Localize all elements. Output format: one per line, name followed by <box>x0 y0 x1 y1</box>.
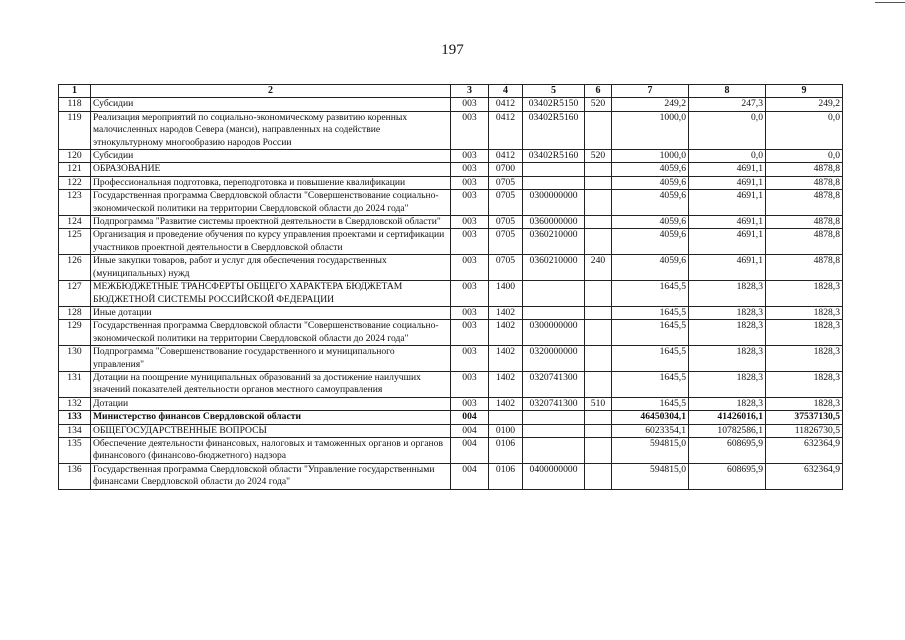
code-target <box>523 424 585 437</box>
code-ministry: 003 <box>451 229 489 255</box>
row-name: ОБРАЗОВАНИЕ <box>91 163 451 176</box>
row-name: Государственная программа Свердловской области "Совершенствование социально-экономической политики на территории Свердловской области до 2024 года" <box>91 190 451 216</box>
code-target: 0360000000 <box>523 216 585 229</box>
code-section: 0106 <box>489 463 523 489</box>
code-expense-type <box>585 229 612 255</box>
code-section: 0705 <box>489 229 523 255</box>
code-expense-type: 520 <box>585 98 612 111</box>
code-section <box>489 411 523 424</box>
amount-col7: 4059,6 <box>612 216 689 229</box>
code-expense-type <box>585 371 612 397</box>
table-row <box>59 176 843 189</box>
code-section: 0412 <box>489 98 523 111</box>
amount-col7: 4059,6 <box>612 255 689 281</box>
amount-col9: 1828,3 <box>766 397 843 410</box>
amount-col7: 1000,0 <box>612 111 689 149</box>
amount-col7: 4059,6 <box>612 229 689 255</box>
code-target: 0360210000 <box>523 255 585 281</box>
code-expense-type: 510 <box>585 397 612 410</box>
code-section: 0106 <box>489 437 523 463</box>
table-row <box>59 190 843 216</box>
code-ministry: 004 <box>451 437 489 463</box>
header-cell: 5 <box>523 85 585 98</box>
code-section: 0412 <box>489 111 523 149</box>
row-name: МЕЖБЮДЖЕТНЫЕ ТРАНСФЕРТЫ ОБЩЕГО ХАРАКТЕРА БЮДЖЕТАМ БЮДЖЕТНОЙ СИСТЕМЫ РОССИЙСКОЙ ФЕДЕРАЦИИ <box>91 281 451 307</box>
row-number: 136 <box>59 463 91 489</box>
code-ministry: 004 <box>451 424 489 437</box>
row-number: 128 <box>59 306 91 319</box>
code-target: 03402R5160 <box>523 150 585 163</box>
row-number: 120 <box>59 150 91 163</box>
amount-col8: 4691,1 <box>689 216 766 229</box>
amount-col8: 247,3 <box>689 98 766 111</box>
amount-col9: 4878,8 <box>766 190 843 216</box>
amount-col7: 1000,0 <box>612 150 689 163</box>
code-expense-type <box>585 111 612 149</box>
row-number: 119 <box>59 111 91 149</box>
row-name: Профессиональная подготовка, переподготовка и повышение квалификации <box>91 176 451 189</box>
amount-col8: 1828,3 <box>689 397 766 410</box>
code-target: 0300000000 <box>523 190 585 216</box>
amount-col9: 37537130,5 <box>766 411 843 424</box>
row-name: Государственная программа Свердловской области "Управление государственными финансами Свердловской области до 2024 года" <box>91 463 451 489</box>
code-expense-type <box>585 216 612 229</box>
code-target <box>523 176 585 189</box>
code-ministry: 003 <box>451 150 489 163</box>
table-row <box>59 229 843 255</box>
amount-col8: 4691,1 <box>689 229 766 255</box>
code-expense-type <box>585 320 612 346</box>
amount-col8: 4691,1 <box>689 163 766 176</box>
row-number: 125 <box>59 229 91 255</box>
table-row <box>59 98 843 111</box>
code-target <box>523 281 585 307</box>
amount-col7: 4059,6 <box>612 190 689 216</box>
code-section: 1402 <box>489 397 523 410</box>
code-expense-type <box>585 281 612 307</box>
amount-col8: 4691,1 <box>689 176 766 189</box>
row-number: 127 <box>59 281 91 307</box>
code-expense-type <box>585 346 612 372</box>
table-row <box>59 320 843 346</box>
table-row <box>59 255 843 281</box>
amount-col7: 4059,6 <box>612 163 689 176</box>
header-row <box>59 85 843 98</box>
amount-col8: 1828,3 <box>689 346 766 372</box>
code-target: 0300000000 <box>523 320 585 346</box>
amount-col9: 4878,8 <box>766 229 843 255</box>
code-section: 0705 <box>489 255 523 281</box>
amount-col7: 46450304,1 <box>612 411 689 424</box>
row-name: Обеспечение деятельности финансовых, налоговых и таможенных органов и органов финансового (финансово-бюджетного) надзора <box>91 437 451 463</box>
code-ministry: 003 <box>451 176 489 189</box>
code-target <box>523 306 585 319</box>
amount-col9: 4878,8 <box>766 163 843 176</box>
code-target: 0320000000 <box>523 346 585 372</box>
code-target: 03402R5160 <box>523 111 585 149</box>
row-number: 131 <box>59 371 91 397</box>
code-ministry: 003 <box>451 111 489 149</box>
amount-col8: 1828,3 <box>689 306 766 319</box>
header-cell: 6 <box>585 85 612 98</box>
amount-col7: 6023354,1 <box>612 424 689 437</box>
row-name: ОБЩЕГОСУДАРСТВЕННЫЕ ВОПРОСЫ <box>91 424 451 437</box>
amount-col8: 0,0 <box>689 150 766 163</box>
amount-col7: 1645,5 <box>612 281 689 307</box>
code-section: 1402 <box>489 346 523 372</box>
table-row <box>59 411 843 424</box>
row-number: 134 <box>59 424 91 437</box>
header-cell: 3 <box>451 85 489 98</box>
amount-col8: 4691,1 <box>689 190 766 216</box>
amount-col9: 0,0 <box>766 111 843 149</box>
header-cell: 2 <box>91 85 451 98</box>
amount-col8: 1828,3 <box>689 281 766 307</box>
amount-col7: 1645,5 <box>612 320 689 346</box>
code-section: 0412 <box>489 150 523 163</box>
code-target <box>523 411 585 424</box>
code-ministry: 003 <box>451 397 489 410</box>
code-expense-type: 240 <box>585 255 612 281</box>
header-cell: 8 <box>689 85 766 98</box>
amount-col8: 608695,9 <box>689 463 766 489</box>
corner-mark <box>875 2 905 3</box>
row-name: Иные дотации <box>91 306 451 319</box>
table-row <box>59 306 843 319</box>
amount-col7: 249,2 <box>612 98 689 111</box>
amount-col7: 594815,0 <box>612 463 689 489</box>
code-ministry: 003 <box>451 306 489 319</box>
code-section: 1400 <box>489 281 523 307</box>
amount-col9: 632364,9 <box>766 437 843 463</box>
header-cell: 7 <box>612 85 689 98</box>
amount-col8: 10782586,1 <box>689 424 766 437</box>
row-number: 121 <box>59 163 91 176</box>
table-row <box>59 437 843 463</box>
row-name: Подпрограмма "Совершенствование государственного и муниципального управления" <box>91 346 451 372</box>
amount-col9: 4878,8 <box>766 216 843 229</box>
code-target <box>523 437 585 463</box>
row-number: 123 <box>59 190 91 216</box>
row-name: Подпрограмма "Развитие системы проектной деятельности в Свердловской области" <box>91 216 451 229</box>
amount-col8: 41426016,1 <box>689 411 766 424</box>
amount-col8: 0,0 <box>689 111 766 149</box>
code-ministry: 003 <box>451 190 489 216</box>
table-row <box>59 424 843 437</box>
amount-col7: 1645,5 <box>612 346 689 372</box>
code-ministry: 003 <box>451 216 489 229</box>
code-ministry: 003 <box>451 371 489 397</box>
code-expense-type <box>585 190 612 216</box>
amount-col9: 0,0 <box>766 150 843 163</box>
row-name: Реализация мероприятий по социально-экономическому развитию коренных малочисленных народов Севера (манси), направленных на содействие этнокультурному многообразию народов России <box>91 111 451 149</box>
row-number: 118 <box>59 98 91 111</box>
code-target: 0400000000 <box>523 463 585 489</box>
table-row <box>59 397 843 410</box>
code-target: 0320741300 <box>523 371 585 397</box>
row-name: Субсидии <box>91 150 451 163</box>
row-number: 122 <box>59 176 91 189</box>
code-ministry: 003 <box>451 346 489 372</box>
row-number: 126 <box>59 255 91 281</box>
header-cell: 1 <box>59 85 91 98</box>
amount-col9: 4878,8 <box>766 176 843 189</box>
table-row <box>59 216 843 229</box>
amount-col9: 1828,3 <box>766 306 843 319</box>
code-expense-type <box>585 424 612 437</box>
row-number: 133 <box>59 411 91 424</box>
header-cell: 4 <box>489 85 523 98</box>
code-section: 1402 <box>489 306 523 319</box>
amount-col9: 1828,3 <box>766 371 843 397</box>
amount-col7: 4059,6 <box>612 176 689 189</box>
amount-col9: 11826730,5 <box>766 424 843 437</box>
amount-col9: 249,2 <box>766 98 843 111</box>
code-section: 0100 <box>489 424 523 437</box>
amount-col8: 608695,9 <box>689 437 766 463</box>
row-name: Министерство финансов Свердловской области <box>91 411 451 424</box>
table-row <box>59 281 843 307</box>
row-name: Организация и проведение обучения по курсу управления проектами и сертификации участников проектной деятельности в Свердловской области <box>91 229 451 255</box>
code-expense-type <box>585 463 612 489</box>
amount-col7: 1645,5 <box>612 397 689 410</box>
amount-col7: 1645,5 <box>612 371 689 397</box>
code-expense-type: 520 <box>585 150 612 163</box>
amount-col7: 594815,0 <box>612 437 689 463</box>
amount-col9: 1828,3 <box>766 346 843 372</box>
budget-table <box>58 84 843 490</box>
amount-col7: 1645,5 <box>612 306 689 319</box>
row-number: 124 <box>59 216 91 229</box>
amount-col8: 1828,3 <box>689 371 766 397</box>
code-ministry: 003 <box>451 163 489 176</box>
table-row <box>59 463 843 489</box>
code-ministry: 003 <box>451 281 489 307</box>
code-expense-type <box>585 411 612 424</box>
table-row <box>59 111 843 149</box>
page-number: 197 <box>441 42 464 58</box>
code-target: 0320741300 <box>523 397 585 410</box>
table-row <box>59 346 843 372</box>
amount-col8: 1828,3 <box>689 320 766 346</box>
code-expense-type <box>585 437 612 463</box>
code-section: 0705 <box>489 190 523 216</box>
code-ministry: 003 <box>451 320 489 346</box>
amount-col9: 1828,3 <box>766 281 843 307</box>
row-name: Иные закупки товаров, работ и услуг для обеспечения государственных (муниципальных) нужд <box>91 255 451 281</box>
code-section: 0700 <box>489 163 523 176</box>
table-row <box>59 371 843 397</box>
row-number: 132 <box>59 397 91 410</box>
row-name: Дотации на поощрение муниципальных образований за достижение наилучших значений показателей деятельности органов местного самоуправления <box>91 371 451 397</box>
code-expense-type <box>585 306 612 319</box>
amount-col9: 1828,3 <box>766 320 843 346</box>
table-row <box>59 150 843 163</box>
amount-col9: 4878,8 <box>766 255 843 281</box>
code-ministry: 003 <box>451 98 489 111</box>
amount-col9: 632364,9 <box>766 463 843 489</box>
row-name: Дотации <box>91 397 451 410</box>
table-body <box>59 98 843 489</box>
header-cell: 9 <box>766 85 843 98</box>
code-ministry: 003 <box>451 255 489 281</box>
code-section: 0705 <box>489 216 523 229</box>
code-ministry: 004 <box>451 463 489 489</box>
row-number: 129 <box>59 320 91 346</box>
code-expense-type <box>585 176 612 189</box>
code-section: 1402 <box>489 371 523 397</box>
row-number: 135 <box>59 437 91 463</box>
code-expense-type <box>585 163 612 176</box>
code-section: 0705 <box>489 176 523 189</box>
code-ministry: 004 <box>451 411 489 424</box>
code-section: 1402 <box>489 320 523 346</box>
code-target: 03402R5150 <box>523 98 585 111</box>
code-target: 0360210000 <box>523 229 585 255</box>
code-target <box>523 163 585 176</box>
table-row <box>59 163 843 176</box>
row-number: 130 <box>59 346 91 372</box>
amount-col8: 4691,1 <box>689 255 766 281</box>
row-name: Государственная программа Свердловской области "Совершенствование социально-экономической политики на территории Свердловской области до 2024 года" <box>91 320 451 346</box>
row-name: Субсидии <box>91 98 451 111</box>
